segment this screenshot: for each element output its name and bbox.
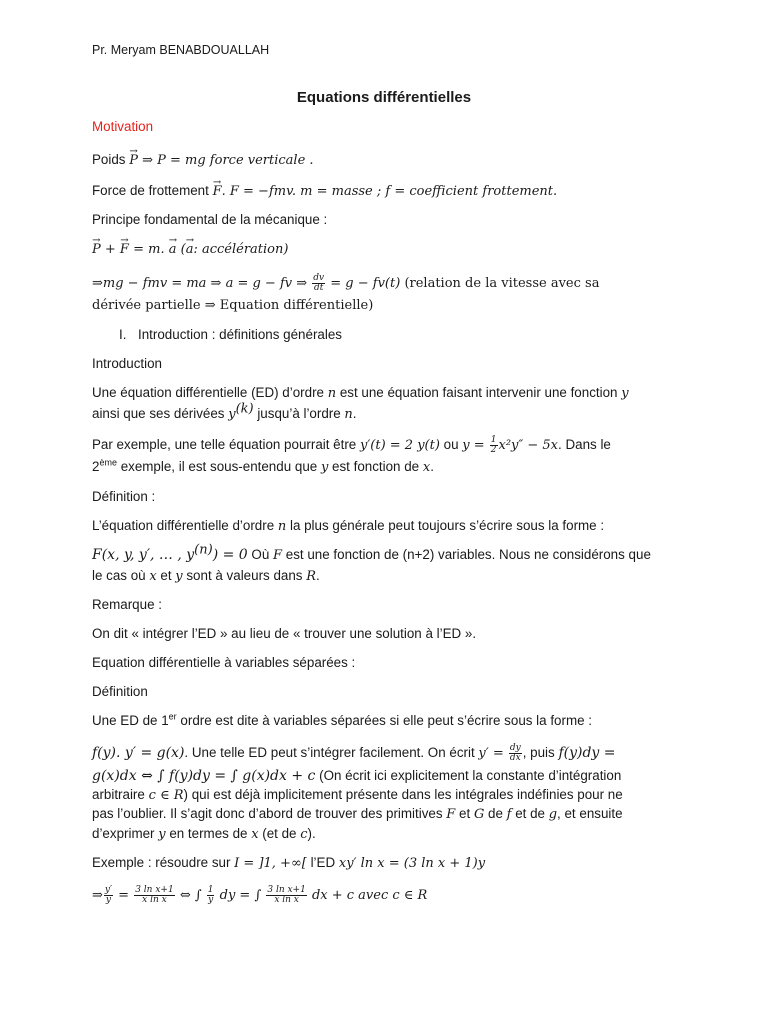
vector-P: → P [129,152,138,169]
equation-2: x²y″ − 5x [498,438,559,454]
sep-text: arbitraire [92,787,149,802]
general-line-1 [92,542,651,564]
sep-text: et de [511,806,549,821]
frottement-label: Force de frottement [92,183,213,198]
sep-definition [92,712,592,729]
sep-line-4 [92,805,623,823]
general-formula: F(x, y, y′, … , y [92,547,195,563]
deriv-end: = g − fv(t) [326,276,401,292]
remarque-text: On dit « intégrer l’ED » au lieu de « trouver une solution à l’ED ». [92,626,477,641]
sep-heading: Equation différentielle à variables séparées : [92,655,356,670]
exemple-line [92,854,485,872]
intro-text: Une équation différentielle (ED) d’ordre [92,385,328,400]
sep-formula: f(y). y′ = g(x) [92,745,185,762]
exemple-text: l’ED [306,855,339,870]
solution-line [92,886,427,905]
frac-one-over-y: $\frac{1}{y}$ [207,885,214,905]
var-y: y [158,827,166,842]
exemple-equation: xy′ ln x = (3 ln x + 1)y [338,856,486,871]
definition-line [92,517,604,535]
section-label: Introduction : définitions générales [138,327,342,342]
superscript: ème [99,457,117,468]
sep-formula: y′ = [478,746,508,762]
example-text: . Dans le [558,437,611,453]
example-line-2 [92,458,434,476]
sep-def-text: ordre est dite à variables séparées si elle peut s’écrire sous la forme : [176,713,592,728]
principe-line: Principe fondamental de la mécanique : [92,212,328,227]
superscript: er [168,711,177,722]
intro-heading: Introduction [92,356,162,371]
intro-text: est une équation faisant intervenir une fonction [336,385,622,400]
sep-text: (et de [258,826,301,841]
frac-log-1: $\frac{\text{3 ln x+1}}{\text{x ln x}}$ [135,885,174,905]
iff-integral: ⇔ ∫ [175,888,206,903]
example-text: exemple, il est sous-entendu que [116,459,321,474]
var-y: y [175,569,183,584]
pfd-line [92,241,288,258]
intro-line-2 [92,401,357,423]
sep-line-1 [92,744,616,763]
sep-formula: f(y)dy = [558,745,616,762]
poids-line [92,151,314,169]
example-text: Par exemple, une telle équation pourrait être [92,437,360,453]
poids-label: Poids [92,152,130,167]
sep-text: , et ensuite [557,806,623,821]
frac-log-2: $\frac{\text{3 ln x+1}}{\text{x ln x}}$ [267,885,306,905]
var-n: n [277,519,287,534]
equation-2: y = [462,438,489,454]
deriv-start: ⇒mg − fmv = ma ⇒ a = g − fv ⇒ [92,276,312,292]
dot: . [316,568,320,583]
dy-integral: dy = ∫ [215,888,266,903]
example-text: ou [439,437,463,453]
page-title: Equations différentielles [296,89,472,106]
solution-end: dx + c avec c ∈ R [307,888,428,903]
general-text: sont à valeurs dans [182,568,307,583]
remarque-heading: Remarque : [92,597,162,612]
deriv-text: (relation de la vitesse avec sa [400,276,600,292]
sep-line-5 [92,825,316,843]
pfd-vector-P: → P [92,241,101,258]
pfd-vector-a2: → a [186,241,194,258]
author: Pr. Meryam BENABDOUALLAH [92,43,270,57]
pfd-vector-F: → F [120,241,129,258]
pfd-eq: = m. [128,242,169,257]
frac-dy-dx: $\frac{dy}{dx}$ [509,743,521,763]
var-F: F [273,548,283,563]
definition-heading-2: Définition [92,684,148,699]
intro-line-1 [92,384,629,402]
exemple-text: Exemple : résoudre sur [92,855,235,870]
sep-text: de [484,806,507,821]
var-y: y [320,460,329,475]
var-c: c [300,827,308,842]
var-x: x [251,827,259,842]
vector-F: → F [213,183,222,200]
deriv-line [92,274,599,293]
general-text: le cas où [92,568,150,583]
frottement-line [92,182,557,200]
dot: . [352,406,357,421]
sep-def-text: Une ED de 1 [92,713,169,728]
frottement-formula: . F = −fmv. m = masse ; f = coefficient frottement. [221,184,558,199]
var-n: n [327,386,337,401]
definition-text: L’équation différentielle d’ordre [92,518,278,533]
poids-formula: ⇒ P = mg force verticale . [137,153,314,168]
sep-formula: g(x)dx ⇔ ∫ f(y)dy = ∫ g(x)dx + c [92,768,316,784]
definition-heading: Définition : [92,489,156,504]
var-n: n [344,407,353,422]
sep-text: en termes de [165,826,252,841]
general-text: Où [247,547,274,562]
var-g: g [548,807,558,822]
var-G: G [473,807,485,822]
intro-text: ainsi que ses dérivées [92,406,229,421]
example-text: 2 [92,459,100,474]
deriv-line-2: dérivée partielle ⇒ Equation différentielle) [92,298,374,313]
sep-text: , puis [522,745,559,761]
sep-text: ) qui est déjà implicitement présente dans les intégrales indéfinies pour ne [183,787,623,802]
interval: I = ]1, +∞[ [234,856,307,871]
var-x: x [422,460,431,475]
sep-text: . Une telle ED peut s’intégrer facilement. On écrit [184,745,479,761]
frac-one-half: $\frac{1}{2}$ [490,435,497,455]
sep-text: pas l’oublier. Il s’agit donc d’abord de trouver des primitives [92,806,447,821]
sep-line-3 [92,786,623,804]
example-text: est fonction de [328,459,423,474]
section-number: I. [119,327,127,342]
general-line-2 [92,567,320,585]
order-k: (k) [235,401,254,417]
pfd-plus: + [100,242,120,257]
definition-text: la plus générale peut toujours s’écrire sous la forme : [286,518,605,533]
intro-text: jusqu’à l’ordre [253,406,345,421]
sep-text: d’exprimer [92,826,159,841]
pfd-vector-a: → a [169,241,177,258]
general-text: et [156,568,176,583]
frac-dv-dt: $\frac{dv}{dt}$ [313,273,325,293]
var-F: F [446,807,456,822]
section-heading [119,326,342,343]
pfd-paren: ( [176,242,186,257]
pfd-rest: : accélération) [193,242,289,257]
motivation-heading: Motivation [92,119,154,134]
order-n: (n) [194,542,213,558]
sep-line-2 [92,767,621,785]
general-text: est une fonction de (n+2) variables. Nous ne considérons que [282,547,651,562]
var-R: R [306,569,317,584]
sep-text: et [455,806,474,821]
sep-formula: c ∈ R [148,788,184,803]
sep-text: ). [307,826,316,841]
var-y: y [228,407,236,422]
var-x: x [149,569,157,584]
sep-text: (On écrit ici explicitement la constante d’intégration [315,768,622,783]
equals: = [114,888,134,903]
var-f: f [506,807,512,822]
example-line-1 [92,436,611,455]
equation-1: y′(t) = 2 y(t) [359,438,440,454]
general-formula: ) = 0 [212,547,248,563]
implies: ⇒ [92,888,103,903]
var-y: y [621,386,629,401]
dot: . [430,459,434,474]
frac-yprime-y: $\frac{y'}{y}$ [104,885,113,905]
